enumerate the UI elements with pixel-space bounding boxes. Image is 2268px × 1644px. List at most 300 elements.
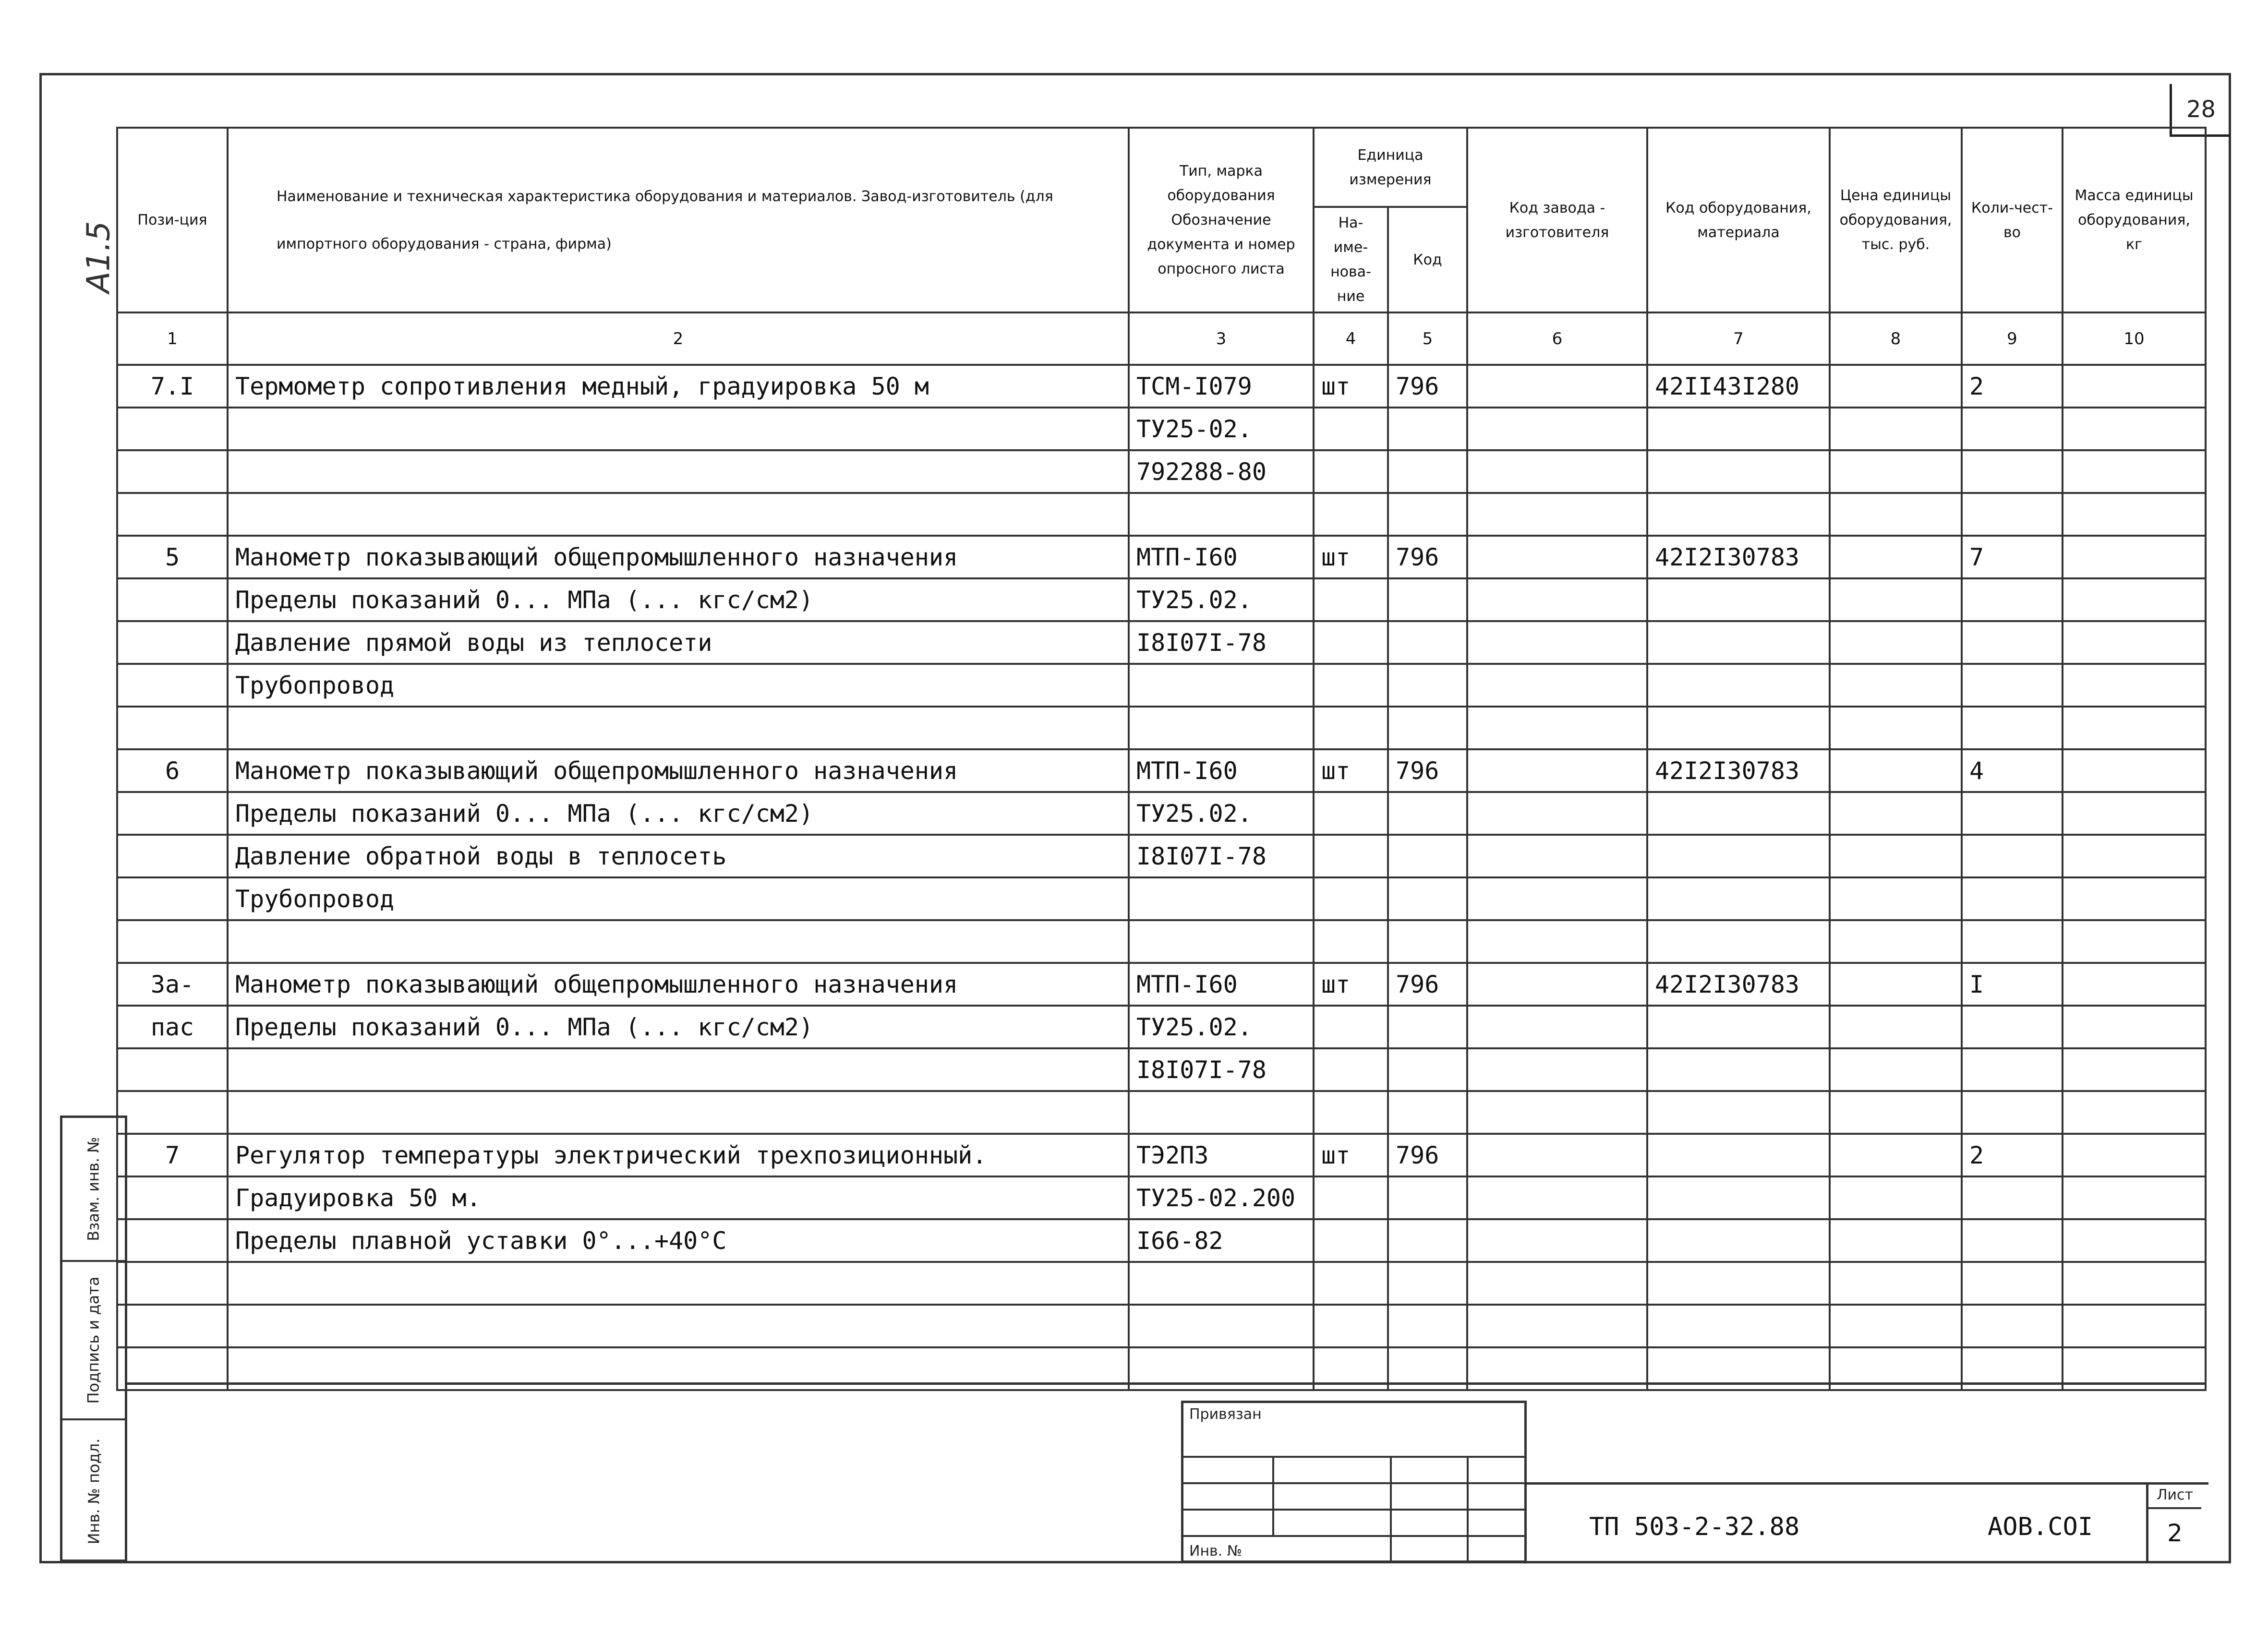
cell-equipment-code <box>1647 792 1830 835</box>
cell-manufacturer-code <box>1467 749 1647 792</box>
column-number: 10 <box>2063 312 2206 365</box>
side-label-inv-podl: Инв. № подл. <box>84 1438 103 1544</box>
cell-name: Манометр показывающий общепромышленного назначения <box>228 963 1129 1006</box>
table-row <box>117 578 2206 621</box>
project-code: ТП 503-2-32.88 <box>1589 1512 1800 1541</box>
cell-mass <box>2063 920 2206 963</box>
cell-name <box>228 707 1129 749</box>
cell-manufacturer-code <box>1467 1048 1647 1091</box>
stamp-inv-label: Инв. № <box>1189 1543 1243 1560</box>
cell-price <box>1830 365 1962 408</box>
table-row <box>117 1048 2206 1091</box>
column-number: 8 <box>1830 312 1962 365</box>
header-type: Тип, марка оборудования Обозначение документа и номер опросного листа <box>1129 128 1314 312</box>
cell-quantity <box>1962 408 2063 450</box>
header-unit-code: Код <box>1388 207 1467 312</box>
cell-position <box>117 1305 228 1347</box>
cell-quantity <box>1962 920 2063 963</box>
header-quantity: Коли-чест-во <box>1962 128 2063 312</box>
cell-type: ТУ25.02. <box>1129 792 1314 835</box>
cell-equipment-code <box>1647 450 1830 493</box>
cell-type <box>1129 1262 1314 1305</box>
cell-unit <box>1314 493 1388 536</box>
drawing-code: АОВ.СОI <box>1988 1512 2093 1541</box>
cell-price <box>1830 621 1962 664</box>
cell-price <box>1830 408 1962 450</box>
cell-equipment-code <box>1647 621 1830 664</box>
column-number: 5 <box>1388 312 1467 365</box>
cell-price <box>1830 707 1962 749</box>
cell-unit-code <box>1388 835 1467 877</box>
binding-stamp <box>1181 1401 1527 1563</box>
cell-equipment-code <box>1647 578 1830 621</box>
cell-position: 6 <box>117 749 228 792</box>
cell-mass <box>2063 1262 2206 1305</box>
cell-mass <box>2063 1176 2206 1219</box>
cell-name: Манометр показывающий общепромышленного назначения <box>228 749 1129 792</box>
cell-mass <box>2063 365 2206 408</box>
cell-quantity <box>1962 1048 2063 1091</box>
cell-unit <box>1314 707 1388 749</box>
cell-quantity <box>1962 664 2063 707</box>
cell-unit-code: 796 <box>1388 1134 1467 1176</box>
cell-unit <box>1314 408 1388 450</box>
cell-mass <box>2063 877 2206 920</box>
table-row <box>117 963 2206 1006</box>
header-equipment-code: Код оборудования, материала <box>1647 128 1830 312</box>
cell-equipment-code <box>1647 1134 1830 1176</box>
cell-price <box>1830 450 1962 493</box>
document-code-text: A1.5 <box>80 220 117 293</box>
cell-type: I8I07I-78 <box>1129 835 1314 877</box>
cell-manufacturer-code <box>1467 621 1647 664</box>
cell-manufacturer-code <box>1467 920 1647 963</box>
cell-name: Пределы показаний 0... МПа (... кгс/см2) <box>228 792 1129 835</box>
cell-position: 7.I <box>117 365 228 408</box>
cell-unit-code <box>1388 1305 1467 1347</box>
cell-quantity <box>1962 1176 2063 1219</box>
cell-unit <box>1314 1006 1388 1048</box>
cell-equipment-code <box>1647 1091 1830 1134</box>
cell-type: I66-82 <box>1129 1219 1314 1262</box>
cell-quantity: 2 <box>1962 365 2063 408</box>
cell-name: Пределы показаний 0... МПа (... кгс/см2) <box>228 1006 1129 1048</box>
column-number: 1 <box>117 312 228 365</box>
cell-equipment-code <box>1647 1006 1830 1048</box>
cell-unit-code <box>1388 1091 1467 1134</box>
cell-type: ТСМ-I079 <box>1129 365 1314 408</box>
stamp-grid-line <box>1467 1456 1469 1561</box>
cell-quantity <box>1962 1262 2063 1305</box>
cell-name: Пределы показаний 0... МПа (... кгс/см2) <box>228 578 1129 621</box>
cell-position: За- <box>117 963 228 1006</box>
cell-name <box>228 493 1129 536</box>
cell-unit <box>1314 664 1388 707</box>
cell-name: Трубопровод <box>228 664 1129 707</box>
cell-type: ТУ25.02. <box>1129 578 1314 621</box>
cell-unit <box>1314 1176 1388 1219</box>
sheet-label: Лист <box>2148 1482 2201 1509</box>
cell-manufacturer-code <box>1467 1305 1647 1347</box>
cell-mass <box>2063 578 2206 621</box>
stamp-grid-line <box>1183 1535 1524 1537</box>
cell-name: Давление обратной воды в теплосеть <box>228 835 1129 877</box>
cell-unit <box>1314 835 1388 877</box>
cell-position <box>117 920 228 963</box>
table-row <box>117 1091 2206 1134</box>
cell-unit-code: 796 <box>1388 536 1467 578</box>
cell-manufacturer-code <box>1467 408 1647 450</box>
header-name: Наименование и техническая характеристика оборудования и материалов. Завод-изготовитель (для импортного оборудования - страна, фирма) <box>228 128 1129 312</box>
cell-type: ТУ25.02. <box>1129 1006 1314 1048</box>
cell-unit <box>1314 1305 1388 1347</box>
side-label-vzam: Взам. инв. № <box>84 1137 103 1241</box>
cell-position <box>117 1091 228 1134</box>
cell-equipment-code <box>1647 1176 1830 1219</box>
cell-position <box>117 1262 228 1305</box>
table-row <box>117 877 2206 920</box>
cell-mass <box>2063 1091 2206 1134</box>
cell-type <box>1129 1091 1314 1134</box>
cell-unit <box>1314 1262 1388 1305</box>
cell-manufacturer-code <box>1467 365 1647 408</box>
cell-type: МТП-I60 <box>1129 749 1314 792</box>
cell-type: ТЭ2П3 <box>1129 1134 1314 1176</box>
table-row <box>117 621 2206 664</box>
cell-unit: шт <box>1314 749 1388 792</box>
cell-type: МТП-I60 <box>1129 536 1314 578</box>
cell-quantity: 4 <box>1962 749 2063 792</box>
cell-manufacturer-code <box>1467 1134 1647 1176</box>
cell-equipment-code <box>1647 1219 1830 1262</box>
cell-quantity <box>1962 835 2063 877</box>
stamp-grid-line <box>1183 1456 1524 1458</box>
cell-mass <box>2063 1048 2206 1091</box>
cell-mass <box>2063 792 2206 835</box>
table-row <box>117 749 2206 792</box>
cell-position <box>117 450 228 493</box>
cell-price <box>1830 835 1962 877</box>
cell-unit-code <box>1388 1219 1467 1262</box>
column-number: 6 <box>1467 312 1647 365</box>
cell-name: Термометр сопротивления медный, градуировка 50 м <box>228 365 1129 408</box>
cell-equipment-code: 42I2I30783 <box>1647 749 1830 792</box>
cell-mass <box>2063 963 2206 1006</box>
cell-mass <box>2063 493 2206 536</box>
cell-position <box>117 1219 228 1262</box>
cell-name: Градуировка 50 м. <box>228 1176 1129 1219</box>
cell-quantity <box>1962 578 2063 621</box>
cell-type: ТУ25-02.200 <box>1129 1176 1314 1219</box>
header-unit-name: На-име-нова-ние <box>1314 207 1388 312</box>
cell-price <box>1830 493 1962 536</box>
cell-type: МТП-I60 <box>1129 963 1314 1006</box>
cell-unit: шт <box>1314 1134 1388 1176</box>
table-row <box>117 835 2206 877</box>
sheet-corner-number: 28 <box>2170 84 2230 137</box>
bottom-divider <box>127 1382 2206 1385</box>
cell-mass <box>2063 749 2206 792</box>
column-number: 3 <box>1129 312 1314 365</box>
cell-name <box>228 1091 1129 1134</box>
cell-mass <box>2063 835 2206 877</box>
cell-name <box>228 1048 1129 1091</box>
cell-equipment-code <box>1647 1048 1830 1091</box>
cell-unit <box>1314 877 1388 920</box>
cell-name: Давление прямой воды из теплосети <box>228 621 1129 664</box>
cell-position <box>117 578 228 621</box>
cell-unit <box>1314 792 1388 835</box>
cell-price <box>1830 877 1962 920</box>
cell-equipment-code: 42II43I280 <box>1647 365 1830 408</box>
sheet-number: 2 <box>2167 1519 2183 1547</box>
table-row <box>117 1176 2206 1219</box>
cell-unit <box>1314 1219 1388 1262</box>
column-number: 4 <box>1314 312 1388 365</box>
cell-unit-code: 796 <box>1388 365 1467 408</box>
cell-type <box>1129 664 1314 707</box>
cell-position <box>117 835 228 877</box>
header-manufacturer-code: Код завода - изготовителя <box>1467 128 1647 312</box>
side-label-podpis: Подпись и дата <box>84 1276 103 1404</box>
stamp-grid-line <box>1183 1482 1524 1484</box>
header-price: Цена единицы оборудования, тыс. руб. <box>1830 128 1962 312</box>
cell-position <box>117 707 228 749</box>
cell-type <box>1129 707 1314 749</box>
cell-unit-code <box>1388 920 1467 963</box>
cell-unit-code: 796 <box>1388 749 1467 792</box>
cell-unit-code <box>1388 1176 1467 1219</box>
cell-price <box>1830 963 1962 1006</box>
cell-type: ТУ25-02. <box>1129 408 1314 450</box>
cell-price <box>1830 1134 1962 1176</box>
table-row <box>117 1134 2206 1176</box>
cell-quantity: 2 <box>1962 1134 2063 1176</box>
cell-equipment-code <box>1647 1305 1830 1347</box>
column-number: 9 <box>1962 312 2063 365</box>
cell-unit: шт <box>1314 963 1388 1006</box>
cell-equipment-code: 42I2I30783 <box>1647 536 1830 578</box>
cell-quantity <box>1962 1305 2063 1347</box>
stamp-grid-line <box>1390 1456 1392 1561</box>
cell-manufacturer-code <box>1467 707 1647 749</box>
side-stamp-panel <box>60 1116 127 1562</box>
table-row <box>117 1219 2206 1262</box>
cell-manufacturer-code <box>1467 835 1647 877</box>
cell-equipment-code <box>1647 835 1830 877</box>
cell-name: Пределы плавной уставки 0°...+40°С <box>228 1219 1129 1262</box>
cell-quantity: I <box>1962 963 2063 1006</box>
cell-unit-code <box>1388 1262 1467 1305</box>
cell-name <box>228 1262 1129 1305</box>
specification-table <box>116 127 2207 1391</box>
cell-type <box>1129 877 1314 920</box>
header-unit-group: Единица измерения <box>1314 128 1467 207</box>
table-row <box>117 920 2206 963</box>
cell-unit-code <box>1388 621 1467 664</box>
cell-manufacturer-code <box>1467 450 1647 493</box>
cell-price <box>1830 792 1962 835</box>
cell-manufacturer-code <box>1467 1219 1647 1262</box>
cell-type <box>1129 920 1314 963</box>
cell-mass <box>2063 621 2206 664</box>
cell-unit <box>1314 621 1388 664</box>
cell-mass <box>2063 707 2206 749</box>
side-cell-inv-podl <box>62 1420 125 1562</box>
cell-unit-code <box>1388 578 1467 621</box>
cell-mass <box>2063 664 2206 707</box>
cell-manufacturer-code <box>1467 664 1647 707</box>
cell-quantity <box>1962 877 2063 920</box>
cell-quantity <box>1962 493 2063 536</box>
cell-quantity <box>1962 621 2063 664</box>
cell-mass <box>2063 1305 2206 1347</box>
cell-unit <box>1314 450 1388 493</box>
cell-position: 5 <box>117 536 228 578</box>
cell-price <box>1830 664 1962 707</box>
cell-position: 7 <box>117 1134 228 1176</box>
table-row <box>117 792 2206 835</box>
cell-type <box>1129 1305 1314 1347</box>
cell-quantity <box>1962 707 2063 749</box>
cell-unit: шт <box>1314 536 1388 578</box>
cell-manufacturer-code <box>1467 1006 1647 1048</box>
cell-price <box>1830 1048 1962 1091</box>
cell-price <box>1830 536 1962 578</box>
cell-equipment-code <box>1647 664 1830 707</box>
sheet-number-box <box>2146 1482 2201 1561</box>
cell-unit-code <box>1388 450 1467 493</box>
cell-quantity <box>1962 1006 2063 1048</box>
cell-unit-code <box>1388 493 1467 536</box>
cell-name: Манометр показывающий общепромышленного назначения <box>228 536 1129 578</box>
cell-unit <box>1314 1048 1388 1091</box>
cell-position <box>117 664 228 707</box>
header-mass: Масса единицы оборудования, кг <box>2063 128 2206 312</box>
cell-name <box>228 408 1129 450</box>
cell-mass <box>2063 1134 2206 1176</box>
cell-manufacturer-code <box>1467 1262 1647 1305</box>
column-numbers-row <box>117 312 2206 365</box>
cell-mass <box>2063 536 2206 578</box>
cell-manufacturer-code <box>1467 536 1647 578</box>
cell-equipment-code <box>1647 707 1830 749</box>
cell-mass <box>2063 450 2206 493</box>
table-row <box>117 707 2206 749</box>
cell-price <box>1830 1006 1962 1048</box>
cell-unit <box>1314 578 1388 621</box>
cell-price <box>1830 749 1962 792</box>
cell-unit-code <box>1388 1048 1467 1091</box>
cell-equipment-code <box>1647 1262 1830 1305</box>
cell-manufacturer-code <box>1467 1091 1647 1134</box>
cell-position <box>117 621 228 664</box>
cell-manufacturer-code <box>1467 963 1647 1006</box>
cell-unit <box>1314 1091 1388 1134</box>
cell-mass <box>2063 408 2206 450</box>
cell-price <box>1830 578 1962 621</box>
cell-type: 792288-80 <box>1129 450 1314 493</box>
cell-price <box>1830 1091 1962 1134</box>
table-row <box>117 450 2206 493</box>
table-row <box>117 493 2206 536</box>
cell-name: Регулятор температуры электрический трехпозиционный. <box>228 1134 1129 1176</box>
cell-price <box>1830 1262 1962 1305</box>
cell-unit-code <box>1388 664 1467 707</box>
cell-manufacturer-code <box>1467 493 1647 536</box>
cell-price <box>1830 1305 1962 1347</box>
cell-name <box>228 920 1129 963</box>
column-number: 7 <box>1647 312 1830 365</box>
cell-price <box>1830 1219 1962 1262</box>
cell-unit-code <box>1388 707 1467 749</box>
cell-manufacturer-code <box>1467 792 1647 835</box>
cell-equipment-code <box>1647 920 1830 963</box>
cell-quantity: 7 <box>1962 536 2063 578</box>
title-block <box>1527 1482 2208 1565</box>
cell-price <box>1830 920 1962 963</box>
cell-unit-code <box>1388 1006 1467 1048</box>
table-row <box>117 1006 2206 1048</box>
table-row <box>117 1262 2206 1305</box>
side-cell-podpis <box>62 1262 125 1420</box>
column-number: 2 <box>228 312 1129 365</box>
table-row <box>117 408 2206 450</box>
cell-equipment-code <box>1647 408 1830 450</box>
cell-unit-code <box>1388 877 1467 920</box>
cell-name: Трубопровод <box>228 877 1129 920</box>
table-row <box>117 536 2206 578</box>
cell-equipment-code <box>1647 493 1830 536</box>
cell-position <box>117 1176 228 1219</box>
table-row <box>117 664 2206 707</box>
side-cell-vzam <box>62 1118 125 1262</box>
cell-position <box>117 408 228 450</box>
cell-quantity <box>1962 1219 2063 1262</box>
stamp-grid-line <box>1183 1509 1524 1511</box>
cell-equipment-code: 42I2I30783 <box>1647 963 1830 1006</box>
cell-price <box>1830 1176 1962 1219</box>
cell-unit <box>1314 920 1388 963</box>
cell-type <box>1129 493 1314 536</box>
cell-unit: шт <box>1314 365 1388 408</box>
cell-quantity <box>1962 450 2063 493</box>
cell-type: I8I07I-78 <box>1129 1048 1314 1091</box>
table-row <box>117 1305 2206 1347</box>
cell-quantity <box>1962 1091 2063 1134</box>
cell-name <box>228 450 1129 493</box>
cell-name <box>228 1305 1129 1347</box>
cell-position <box>117 1048 228 1091</box>
cell-unit-code <box>1388 792 1467 835</box>
cell-position <box>117 877 228 920</box>
cell-mass <box>2063 1219 2206 1262</box>
cell-position <box>117 493 228 536</box>
cell-position: пас <box>117 1006 228 1048</box>
cell-quantity <box>1962 792 2063 835</box>
cell-manufacturer-code <box>1467 877 1647 920</box>
cell-equipment-code <box>1647 877 1830 920</box>
stamp-grid-line <box>1272 1456 1274 1536</box>
cell-unit-code <box>1388 408 1467 450</box>
cell-unit-code: 796 <box>1388 963 1467 1006</box>
header-position: Пози-ция <box>117 128 228 312</box>
cell-type: I8I07I-78 <box>1129 621 1314 664</box>
cell-mass <box>2063 1006 2206 1048</box>
cell-manufacturer-code <box>1467 1176 1647 1219</box>
stamp-privyazan-label: Привязан <box>1189 1406 1262 1423</box>
cell-position <box>117 792 228 835</box>
